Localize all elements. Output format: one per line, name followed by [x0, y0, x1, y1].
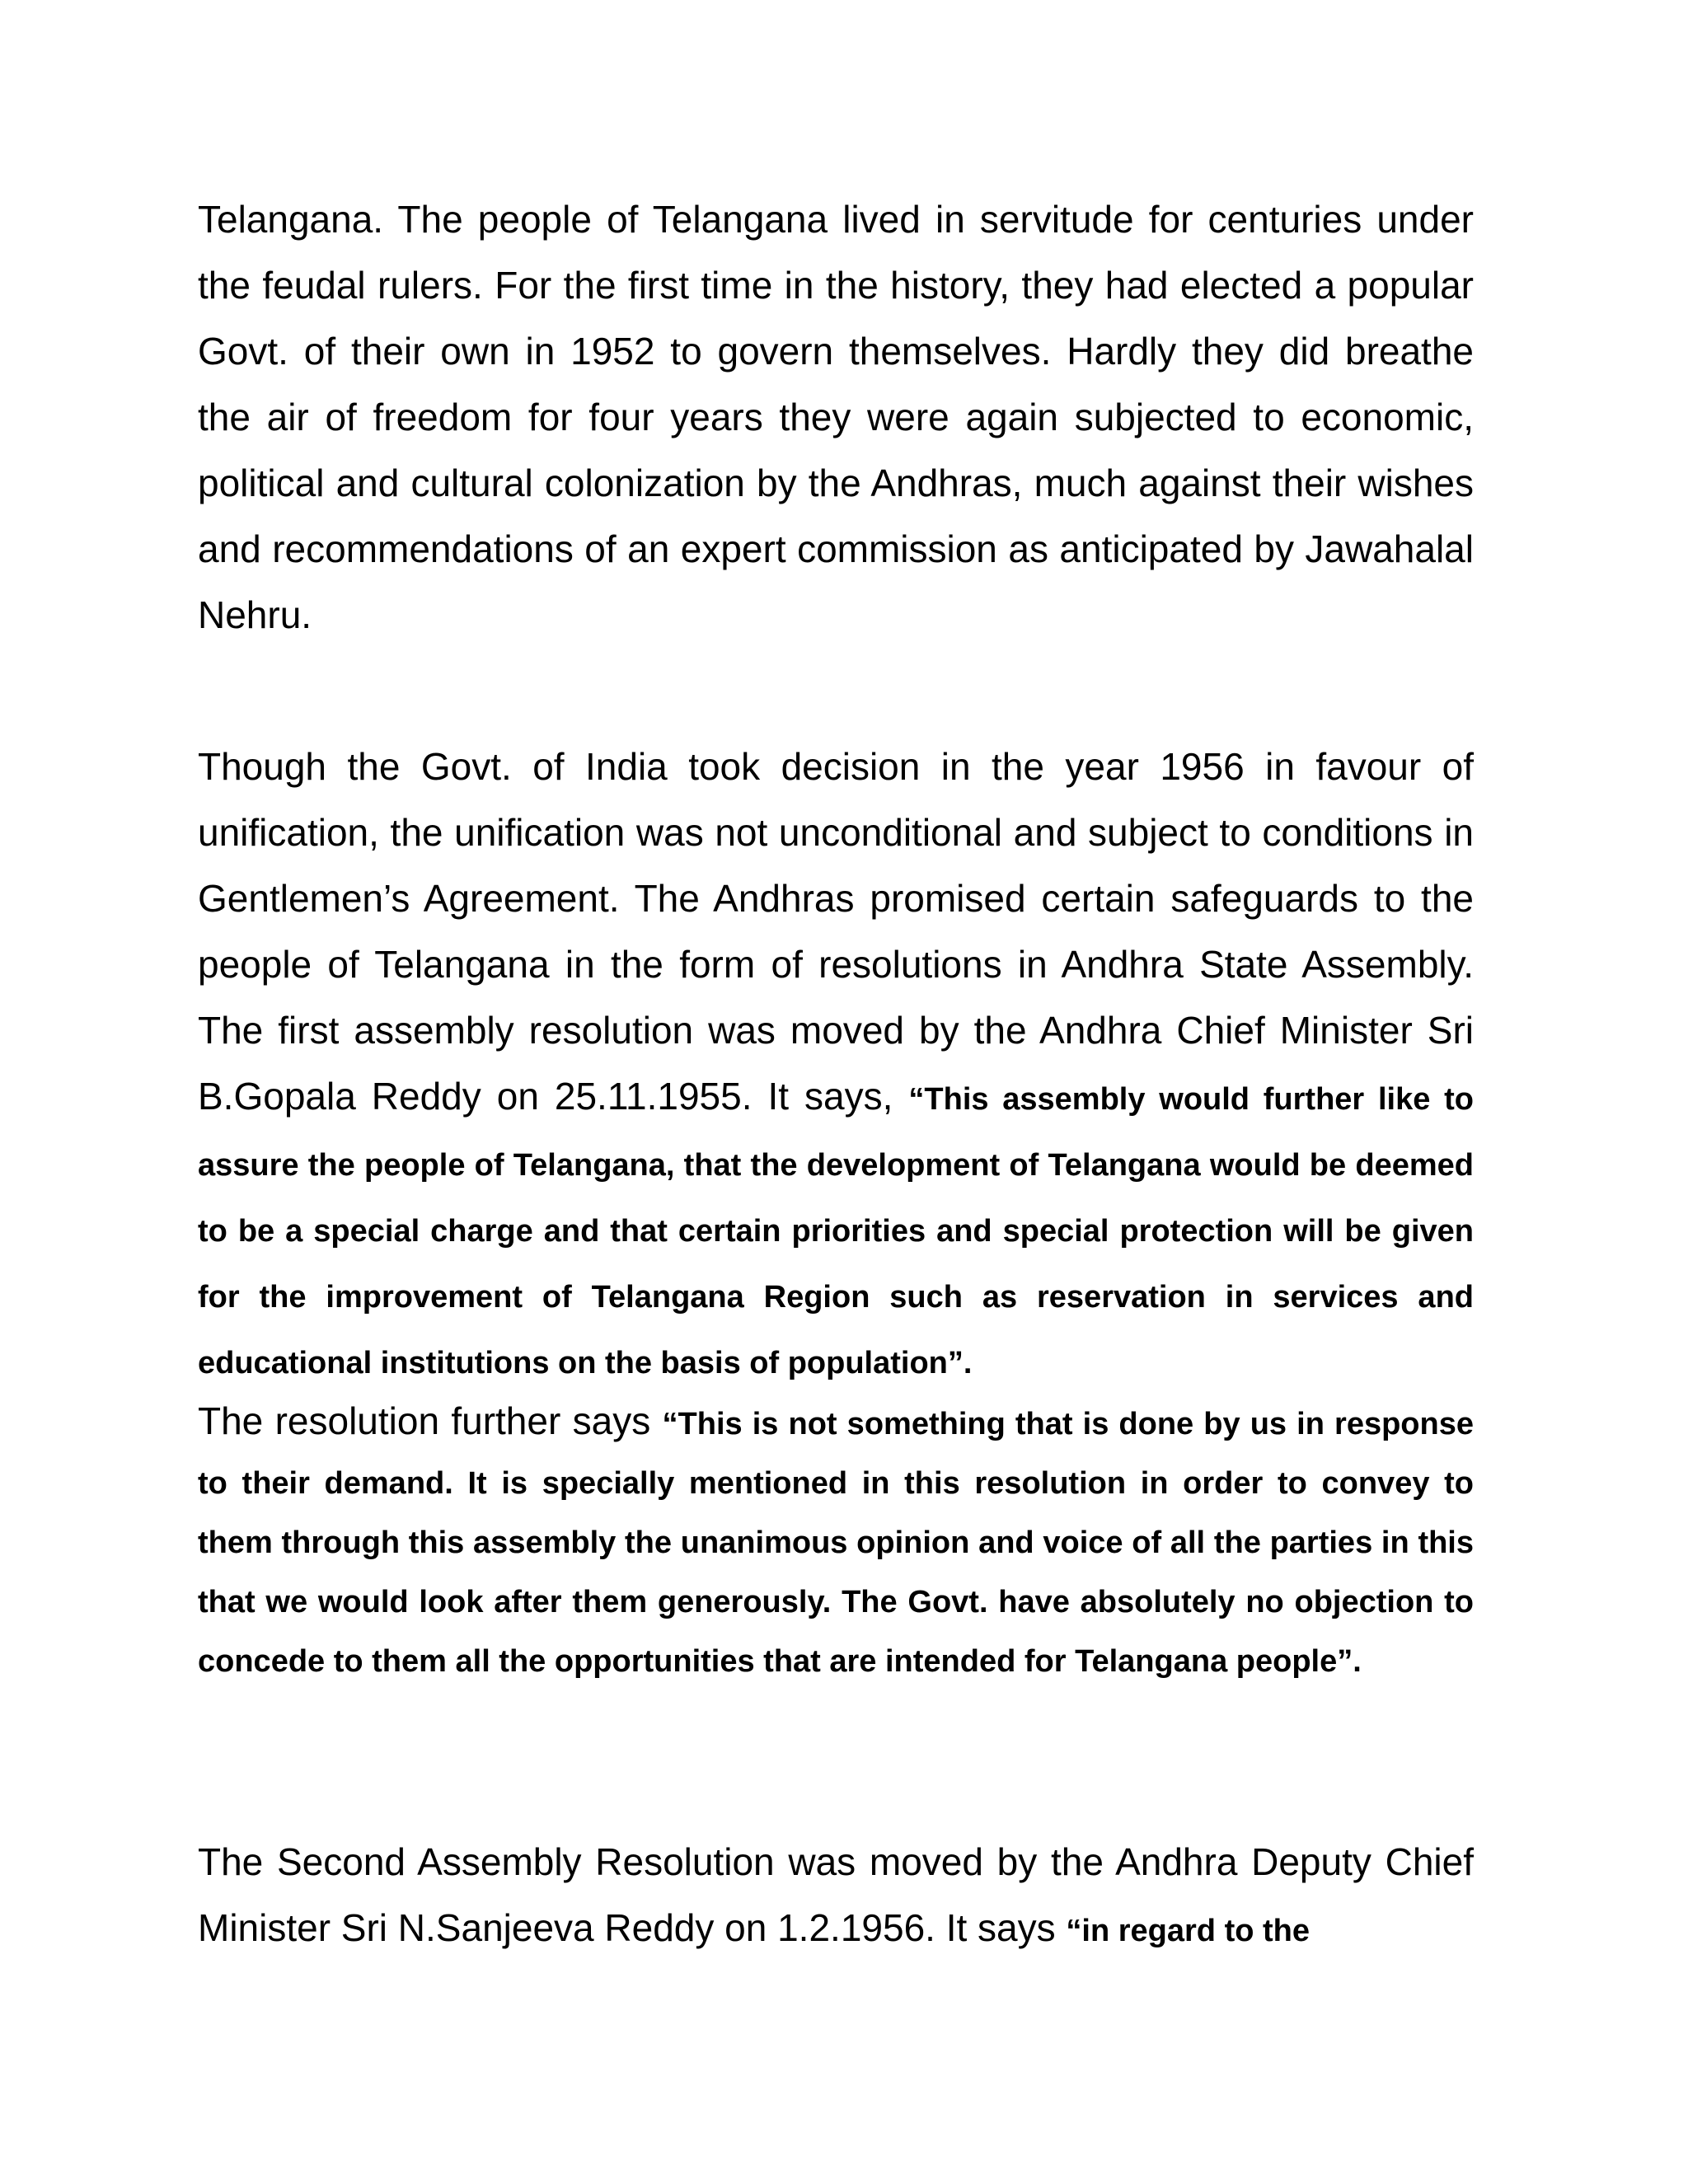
paragraph-lead-text: Though the Govt. of India took decision in the year 1956 in favour of unification, the unification was not unconditional and subject to conditions in Gentlemen’s Agreement. The Andhras promised certain safeguards to the people of Telangana in the form of resolutions in Andhra State Assembly. The first assembly resolution was moved by the Andhra Chief Minister Sri B.Gopala Reddy on 25.11.1955. It says,	[198, 745, 1474, 1118]
paragraph-telangana-history: Telangana. The people of Telangana lived in servitude for centuries under the feudal rulers. For the first time in the history, they had elected a popular Govt. of their own in 1952 to govern themselves. Hardly they did breathe the air of freedom for four years they were again subjected to economic, political and cultural colonization by the Andhras, much against their wishes and recommendations of an expert commission as anticipated by Jawahalal Nehru.	[198, 198, 1474, 636]
resolution-quote: “This is not something that is done by us in response to their demand. It is specially mentioned in this resolution in order to convey to them through this assembly the unanimous opinion and voice of all the parties in this that we would look after them generously. The Govt. have absolutely no objection to concede to them all the opportunities that are intended for Telangana people”.	[198, 1407, 1474, 1679]
document-page	[198, 0, 1474, 2184]
resolution-quote: “in regard to the	[1066, 1914, 1310, 1948]
paragraph-unification-resolution	[198, 733, 1474, 1393]
resolution-quote: “This assembly would further like to assure the people of Telangana, that the development of Telangana would be deemed to be a special charge and that certain priorities and special protection will be given for the improvement of Telangana Region such as reservation in services and educational institutions on the basis of population”.	[198, 1082, 1475, 1380]
paragraph-lead-text: The resolution further says	[198, 1399, 663, 1442]
paragraph-second-resolution	[198, 1829, 1474, 1964]
paragraph-resolution-further	[198, 1393, 1474, 1690]
paragraph-lead-text: The Second Assembly Resolution was moved by the Andhra Deputy Chief Minister Sri N.Sanjeeva Reddy on 1.2.1956. It says	[198, 1840, 1474, 1949]
